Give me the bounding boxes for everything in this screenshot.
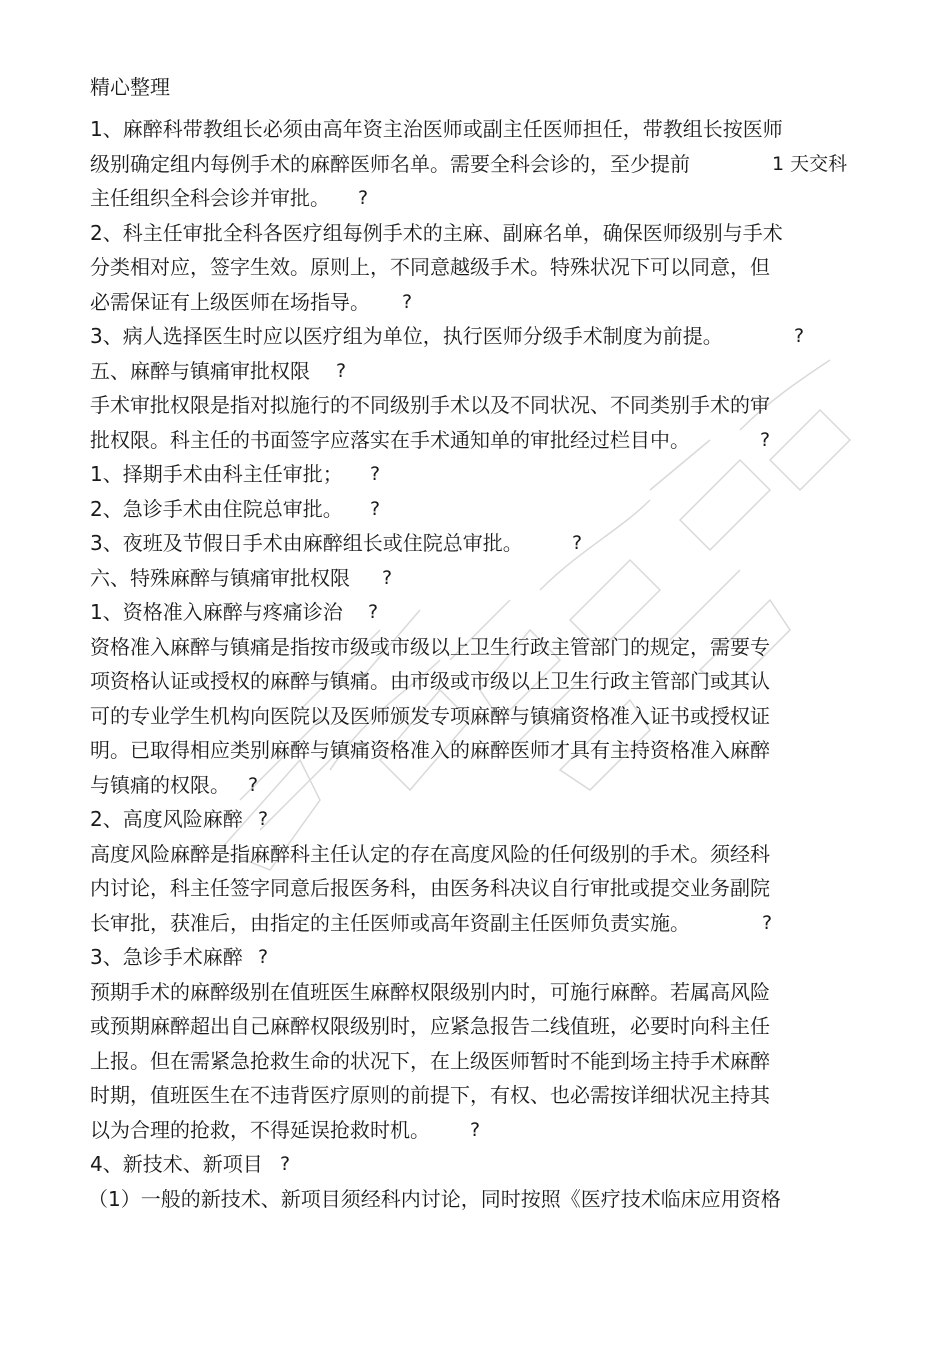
text-line bbox=[90, 1147, 930, 1182]
line-marker: 1 天交科 bbox=[772, 152, 848, 175]
text-line bbox=[90, 768, 930, 803]
line-marker: ? bbox=[248, 773, 259, 796]
line-marker: ? bbox=[258, 808, 269, 830]
text-line bbox=[90, 423, 930, 458]
text-line bbox=[90, 147, 930, 182]
line-text: 4、新技术、新项目 bbox=[90, 1152, 263, 1176]
page-header: 精心整理 bbox=[90, 75, 170, 99]
section-heading bbox=[90, 561, 930, 596]
line-marker: ? bbox=[336, 359, 347, 382]
line-marker: ? bbox=[762, 911, 773, 934]
line-text: 预期手术的麻醉级别在值班医生麻醉权限级别内时，可施行麻醉。若属高风险 bbox=[90, 979, 770, 1004]
text-line bbox=[90, 457, 930, 492]
text-line bbox=[88, 1182, 930, 1217]
text-line bbox=[90, 216, 930, 251]
text-line bbox=[90, 906, 930, 941]
line-text: 批权限。科主任的书面签字应落实在手术通知单的审批经过栏目中。 bbox=[90, 427, 690, 452]
text-line bbox=[90, 595, 930, 630]
line-text: 可的专业学生机构向医院以及医师颁发专项麻醉与镇痛资格准入证书或授权证 bbox=[90, 703, 770, 728]
text-line bbox=[90, 1009, 930, 1044]
line-marker: ? bbox=[280, 1153, 291, 1175]
text-line bbox=[90, 285, 930, 320]
text-line bbox=[90, 1113, 930, 1148]
line-text: 主任组织全科会诊并审批。 bbox=[90, 186, 330, 210]
line-marker: ? bbox=[358, 187, 369, 209]
line-text: （1）一般的新技术、新项目须经科内讨论，同时按照《医疗技术临床应用资格 bbox=[88, 1186, 781, 1211]
text-line bbox=[90, 837, 930, 872]
line-marker: ? bbox=[370, 463, 381, 485]
line-text: 或预期麻醉超出自己麻醉权限级别时，应紧急报告二线值班，必要时向科主任 bbox=[90, 1014, 770, 1038]
line-marker: ? bbox=[382, 566, 393, 589]
line-text: 内讨论，科主任签字同意后报医务科，由医务科决议自行审批或提交业务副院 bbox=[90, 876, 770, 900]
text-line bbox=[90, 388, 930, 423]
line-text: 以为合理的抢救，不得延误抢救时机。 bbox=[90, 1117, 430, 1142]
text-line bbox=[90, 699, 930, 734]
line-text: 2、高度风险麻醉 bbox=[90, 807, 243, 831]
line-marker: ? bbox=[368, 601, 379, 623]
line-text: 1、麻醉科带教组长必须由高年资主治医师或副主任医师担任，带教组长按医师 bbox=[90, 117, 783, 141]
line-text: 资格准入麻醉与镇痛是指按市级或市级以上卫生行政主管部门的规定，需要专 bbox=[90, 634, 770, 659]
line-text: 分类相对应，签字生效。原则上，不同意越级手术。特殊状况下可以同意，但 bbox=[90, 255, 770, 279]
text-line bbox=[90, 1044, 930, 1079]
line-text: 3、急诊手术麻醉 bbox=[90, 945, 243, 969]
text-line bbox=[90, 871, 930, 906]
text-line bbox=[90, 181, 930, 216]
text-line bbox=[90, 319, 930, 354]
text-line bbox=[90, 664, 930, 699]
text-line bbox=[90, 492, 930, 527]
line-text: 1、择期手术由科主任审批； bbox=[90, 462, 343, 486]
line-marker: ? bbox=[760, 428, 771, 451]
line-text: 2、科主任审批全科各医疗组每例手术的主麻、副麻名单，确保医师级别与手术 bbox=[90, 220, 783, 245]
line-text: 项资格认证或授权的麻醉与镇痛。由市级或市级以上卫生行政主管部门或其认 bbox=[90, 669, 770, 693]
text-line bbox=[90, 940, 930, 975]
section-heading bbox=[90, 354, 930, 389]
line-text: 时期，值班医生在不违背医疗原则的前提下，有权、也必需按详细状况主持其 bbox=[90, 1083, 770, 1107]
text-line bbox=[90, 975, 930, 1010]
line-marker: ? bbox=[794, 325, 805, 347]
document-body bbox=[90, 112, 930, 1216]
line-text: 3、病人选择医生时应以医疗组为单位，执行医师分级手术制度为前提。 bbox=[90, 324, 723, 348]
text-line bbox=[90, 112, 930, 147]
line-text: 五、麻醉与镇痛审批权限 bbox=[90, 358, 310, 383]
line-marker: ? bbox=[258, 946, 269, 968]
line-marker: ? bbox=[370, 497, 381, 520]
line-text: 上报。但在需紧急抢救生命的状况下，在上级医师暂时不能到场主持手术麻醉 bbox=[90, 1048, 770, 1073]
line-marker: ? bbox=[402, 290, 413, 313]
text-line bbox=[90, 630, 930, 665]
text-line bbox=[90, 1078, 930, 1113]
text-line bbox=[90, 733, 930, 768]
line-text: 必需保证有上级医师在场指导。 bbox=[90, 289, 370, 314]
line-text: 与镇痛的权限。 bbox=[90, 772, 230, 797]
text-line bbox=[90, 802, 930, 837]
line-text: 高度风险麻醉是指麻醉科主任认定的存在高度风险的任何级别的手术。须经科 bbox=[90, 841, 770, 866]
line-text: 六、特殊麻醉与镇痛审批权限 bbox=[90, 565, 350, 590]
line-text: 2、急诊手术由住院总审批。 bbox=[90, 496, 343, 521]
line-text: 1、资格准入麻醉与疼痛诊治 bbox=[90, 600, 343, 624]
line-text: 长审批，获准后，由指定的主任医师或高年资副主任医师负责实施。 bbox=[90, 910, 690, 935]
text-line bbox=[90, 250, 930, 285]
line-text: 3、夜班及节假日手术由麻醉组长或住院总审批。 bbox=[90, 531, 523, 555]
line-marker: ? bbox=[470, 1118, 481, 1141]
line-marker: ? bbox=[572, 532, 583, 554]
line-text: 明。已取得相应类别麻醉与镇痛资格准入的麻醉医师才具有主持资格准入麻醉 bbox=[90, 738, 770, 762]
line-text: 手术审批权限是指对拟施行的不同级别手术以及不同状况、不同类别手术的审 bbox=[90, 393, 770, 417]
line-text: 级别确定组内每例手术的麻醉医师名单。需要全科会诊的，至少提前 bbox=[90, 151, 690, 176]
text-line bbox=[90, 526, 930, 561]
